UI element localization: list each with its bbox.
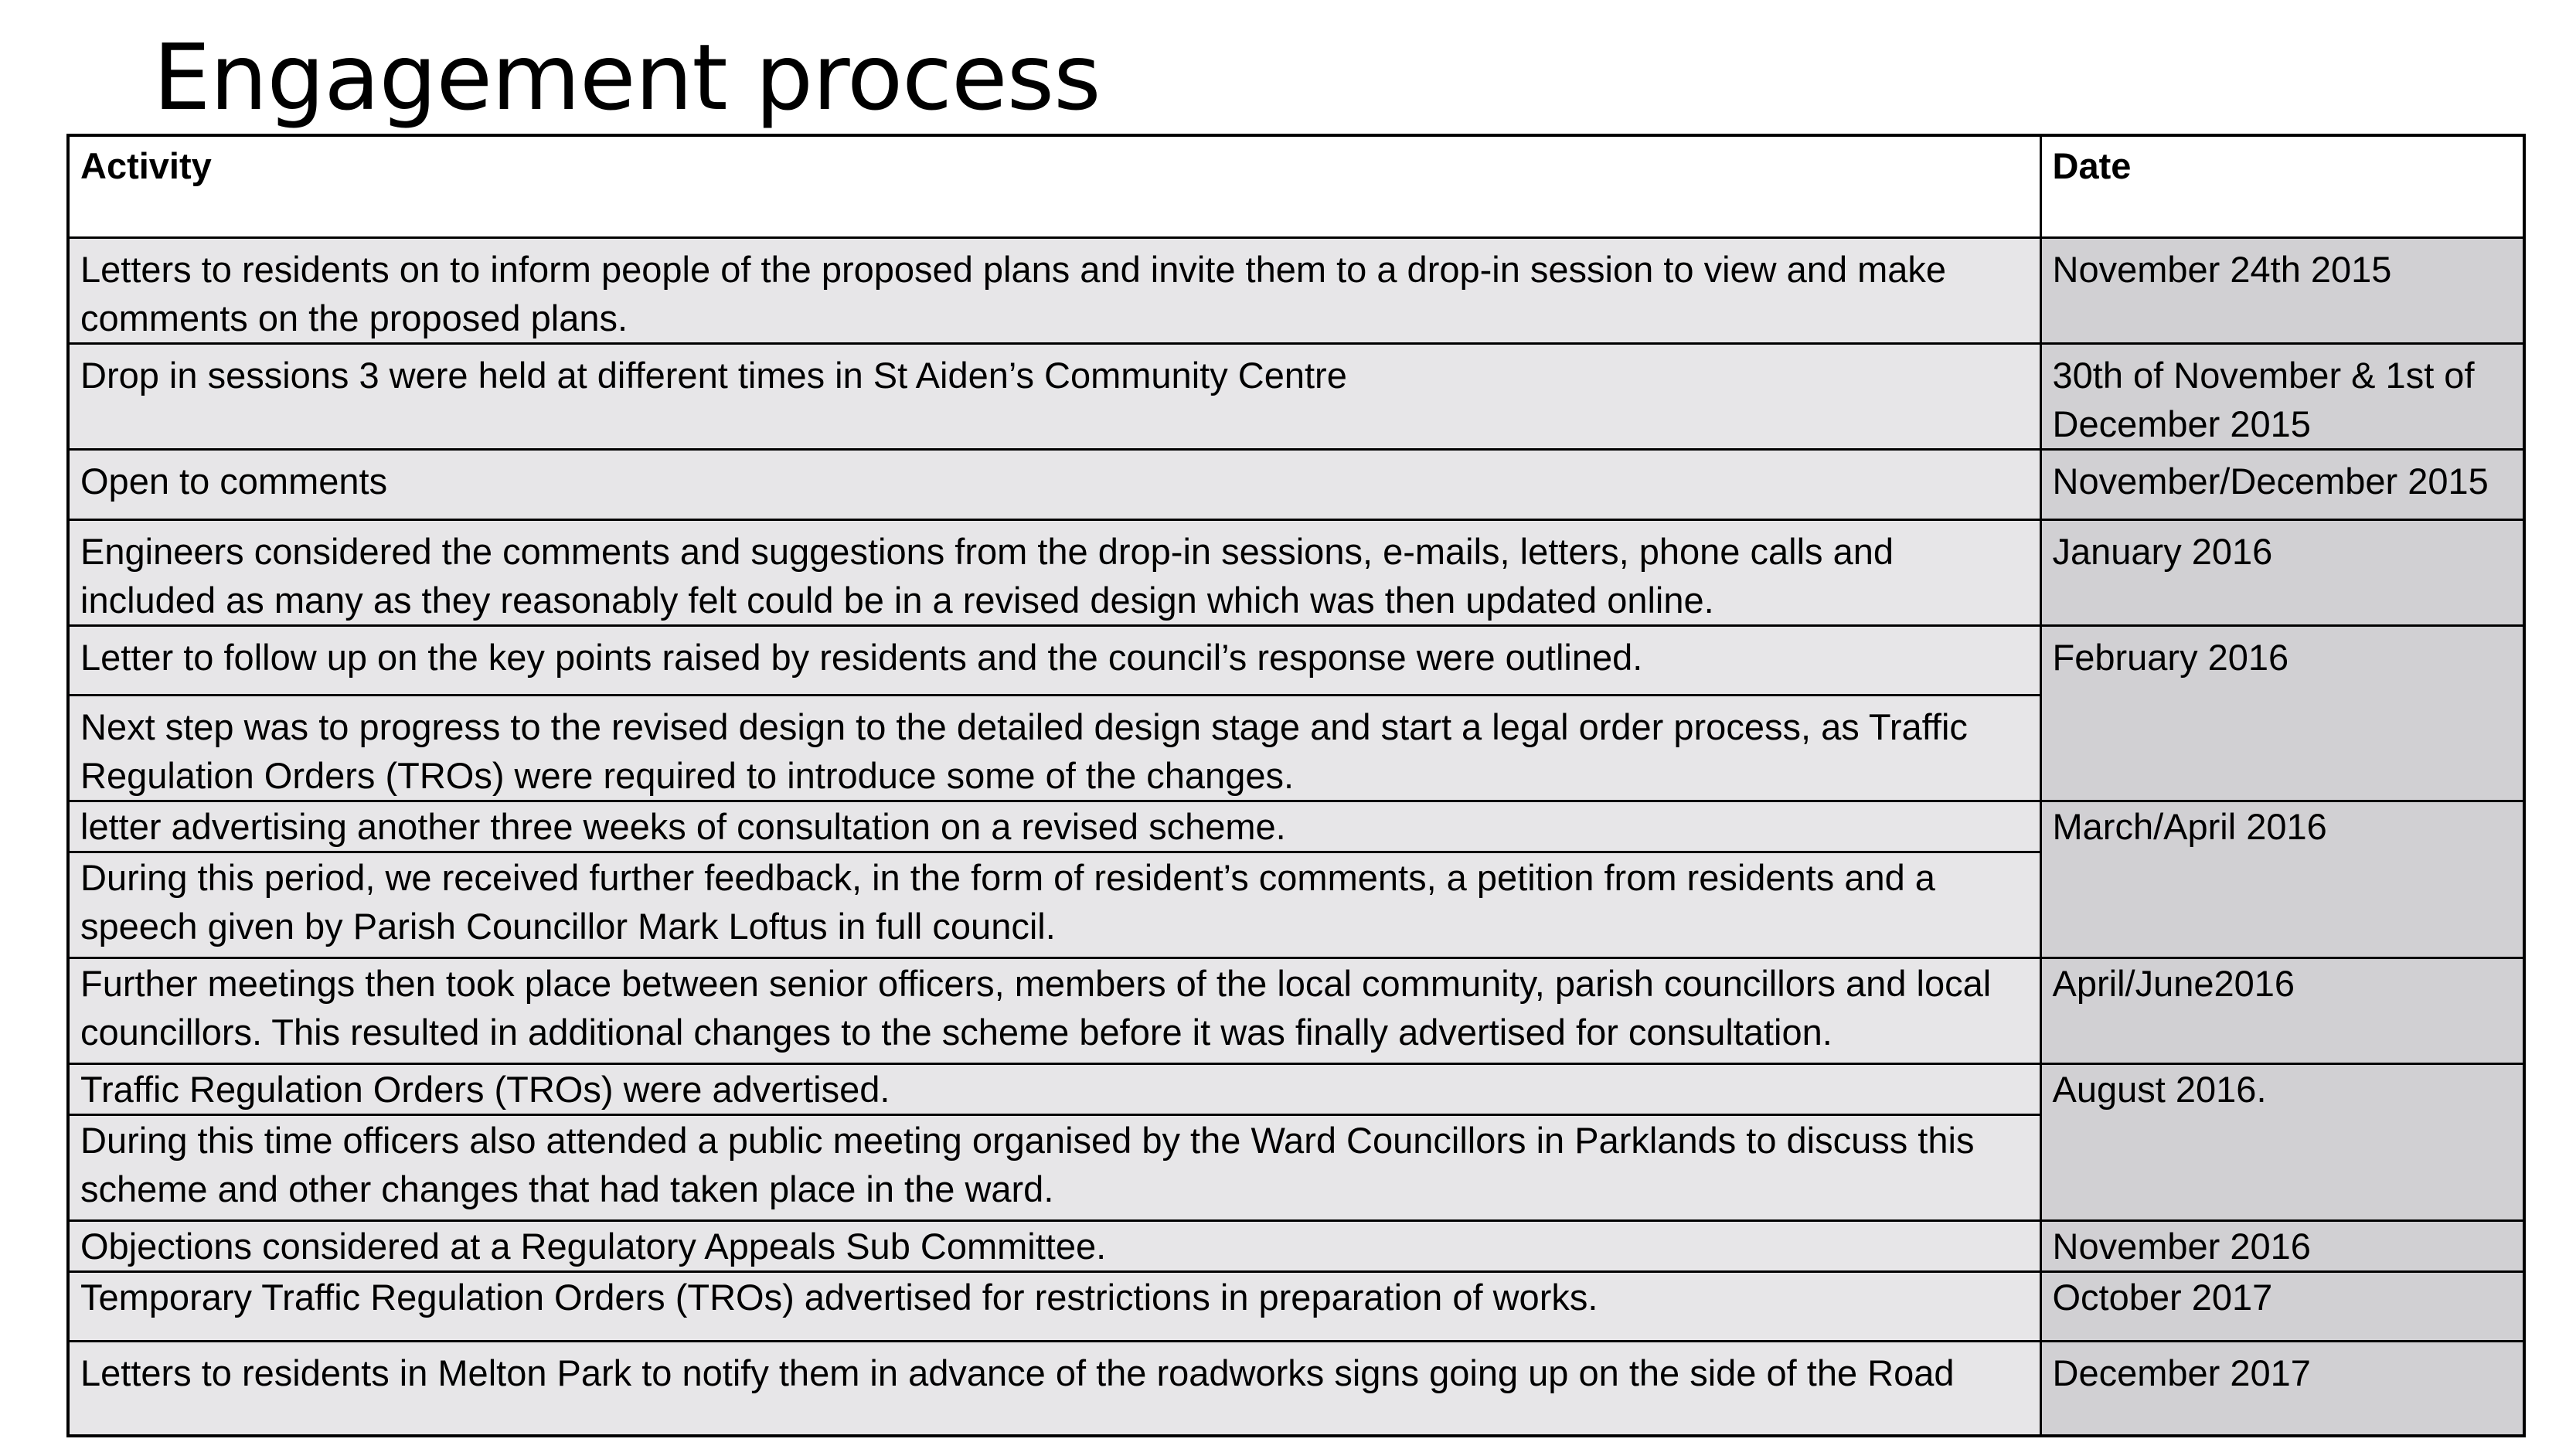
- activity-cell: Drop in sessions 3 were held at different times in St Aiden’s Community Centre: [68, 343, 2040, 449]
- activity-cell: During this period, we received further feedback, in the form of resident’s comments, a petition from residents and a speech given by Parish Councillor Mark Loftus in full council.: [68, 852, 2040, 957]
- activity-cell: Traffic Regulation Orders (TROs) were advertised.: [68, 1063, 2040, 1114]
- date-cell: 30th of November & 1st of December 2015: [2040, 343, 2524, 449]
- table-row: [68, 343, 2524, 449]
- table-row: [68, 519, 2524, 625]
- table-row: [68, 449, 2524, 519]
- activity-cell: Letters to residents in Melton Park to notify them in advance of the roadworks signs going up on the side of the Road: [68, 1341, 2040, 1436]
- engagement-table-container: [66, 134, 2523, 1420]
- table-header-row: [68, 135, 2524, 237]
- activity-cell: Temporary Traffic Regulation Orders (TROs) advertised for restrictions in preparation of works.: [68, 1271, 2040, 1341]
- activity-cell: letter advertising another three weeks of consultation on a revised scheme.: [68, 801, 2040, 852]
- table-row: [68, 801, 2524, 852]
- date-cell: January 2016: [2040, 519, 2524, 625]
- activity-cell: Next step was to progress to the revised design to the detailed design stage and start a legal order process, as Traffic Regulation Orders (TROs) were required to introduce some of the changes.: [68, 695, 2040, 801]
- date-cell: November 2016: [2040, 1220, 2524, 1271]
- activity-cell: During this time officers also attended a public meeting organised by the Ward Councillors in Parklands to discuss this scheme and other changes that had taken place in the ward.: [68, 1114, 2040, 1220]
- date-cell: November 24th 2015: [2040, 237, 2524, 343]
- date-cell: February 2016: [2040, 625, 2524, 801]
- date-cell: August 2016.: [2040, 1063, 2524, 1220]
- activity-cell: Letters to residents on to inform people of the proposed plans and invite them to a drop-in session to view and make comments on the proposed plans.: [68, 237, 2040, 343]
- table-row: [68, 1063, 2524, 1114]
- table-row: [68, 1220, 2524, 1271]
- activity-cell: Letter to follow up on the key points raised by residents and the council’s response were outlined.: [68, 625, 2040, 695]
- table-row: [68, 237, 2524, 343]
- activity-cell: Further meetings then took place between senior officers, members of the local community, parish councillors and local councillors. This resulted in additional changes to the scheme before it was finally advertised for consultation.: [68, 957, 2040, 1063]
- engagement-table: [66, 134, 2526, 1437]
- activity-cell: Open to comments: [68, 449, 2040, 519]
- table-row: [68, 625, 2524, 695]
- date-cell: October 2017: [2040, 1271, 2524, 1341]
- date-cell: April/June2016: [2040, 957, 2524, 1063]
- date-cell: December 2017: [2040, 1341, 2524, 1436]
- activity-cell: Objections considered at a Regulatory Appeals Sub Committee.: [68, 1220, 2040, 1271]
- table-row: [68, 1341, 2524, 1436]
- date-column-header: Date: [2040, 135, 2524, 237]
- date-cell: March/April 2016: [2040, 801, 2524, 957]
- table-row: [68, 957, 2524, 1063]
- table-row: [68, 1271, 2524, 1341]
- page-title: Engagement process: [153, 24, 1101, 131]
- date-cell: November/December 2015: [2040, 449, 2524, 519]
- activity-column-header: Activity: [68, 135, 2040, 237]
- activity-cell: Engineers considered the comments and suggestions from the drop-in sessions, e-mails, letters, phone calls and included as many as they reasonably felt could be in a revised design which was then updated online.: [68, 519, 2040, 625]
